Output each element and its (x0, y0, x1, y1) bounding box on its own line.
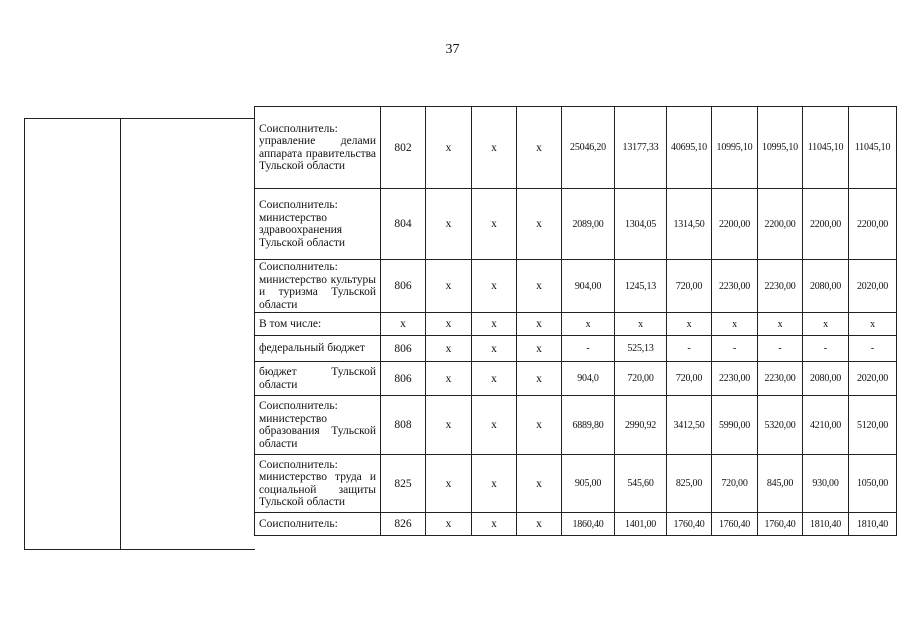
row-value-cell: 1304,05 (615, 189, 667, 260)
row-x-cell: x (472, 336, 517, 362)
row-value-cell: 2200,00 (849, 189, 897, 260)
row-value-cell: 2080,00 (803, 260, 849, 313)
row-value-cell: - (667, 336, 712, 362)
row-name-cell: федеральный бюджет (255, 336, 381, 362)
row-x-cell: x (472, 396, 517, 455)
table-row (255, 313, 897, 336)
row-value-cell: 1401,00 (615, 513, 667, 536)
row-value-cell: 3412,50 (667, 396, 712, 455)
row-value-cell: 1050,00 (849, 455, 897, 513)
row-value-cell: 1245,13 (615, 260, 667, 313)
row-value-cell: x (803, 313, 849, 336)
row-value-cell: 720,00 (667, 362, 712, 396)
row-value-cell: x (667, 313, 712, 336)
row-code-cell: 825 (381, 455, 426, 513)
row-x-cell: x (426, 107, 472, 189)
table-body (255, 107, 897, 536)
row-name-cell: Соисполнитель: управление делами аппарата правительства Тульской области (255, 107, 381, 189)
row-x-cell: x (472, 313, 517, 336)
row-value-cell: 1810,40 (849, 513, 897, 536)
row-x-cell: x (517, 260, 562, 313)
row-x-cell: x (517, 362, 562, 396)
row-value-cell: 2020,00 (849, 260, 897, 313)
table-row (255, 189, 897, 260)
row-x-cell: x (426, 336, 472, 362)
row-value-cell: x (712, 313, 758, 336)
row-value-cell: 2230,00 (758, 260, 803, 313)
row-name-cell: Соисполнитель: (255, 513, 381, 536)
row-x-cell: x (472, 189, 517, 260)
table-row (255, 396, 897, 455)
row-value-cell: 845,00 (758, 455, 803, 513)
row-value-cell: 2080,00 (803, 362, 849, 396)
row-value-cell: 905,00 (562, 455, 615, 513)
row-value-cell: 5320,00 (758, 396, 803, 455)
row-value-cell: - (758, 336, 803, 362)
row-code-cell: 804 (381, 189, 426, 260)
row-x-cell: x (517, 107, 562, 189)
row-value-cell: 545,60 (615, 455, 667, 513)
row-x-cell: x (517, 313, 562, 336)
row-value-cell: - (803, 336, 849, 362)
row-value-cell: 2990,92 (615, 396, 667, 455)
row-name-cell: Соисполнитель: министерство труда и социальной защиты Тульской области (255, 455, 381, 513)
row-x-cell: x (426, 189, 472, 260)
row-value-cell: 1810,40 (803, 513, 849, 536)
row-value-cell: 40695,10 (667, 107, 712, 189)
row-value-cell: 10995,10 (712, 107, 758, 189)
row-x-cell: x (517, 336, 562, 362)
row-code-cell: 806 (381, 260, 426, 313)
row-value-cell: x (758, 313, 803, 336)
row-value-cell: 1860,40 (562, 513, 615, 536)
row-x-cell: x (472, 362, 517, 396)
row-x-cell: x (426, 362, 472, 396)
left-column-divider (120, 119, 121, 549)
row-value-cell: 930,00 (803, 455, 849, 513)
row-name-cell: Соисполнитель: министерство здравоохранения Тульской области (255, 189, 381, 260)
row-value-cell: 10995,10 (758, 107, 803, 189)
table-row (255, 455, 897, 513)
row-value-cell: 1314,50 (667, 189, 712, 260)
row-name-cell: Соисполнитель: министерство культуры и туризма Тульской области (255, 260, 381, 313)
table-row (255, 513, 897, 536)
row-x-cell: x (517, 189, 562, 260)
row-x-cell: x (472, 455, 517, 513)
row-x-cell: x (426, 260, 472, 313)
row-value-cell: 2230,00 (712, 260, 758, 313)
table-row (255, 336, 897, 362)
row-name-cell: Соисполнитель: министерство образования Тульской области (255, 396, 381, 455)
row-value-cell: 2230,00 (712, 362, 758, 396)
row-value-cell: 5120,00 (849, 396, 897, 455)
row-value-cell: 4210,00 (803, 396, 849, 455)
row-x-cell: x (517, 455, 562, 513)
row-value-cell: 5990,00 (712, 396, 758, 455)
row-x-cell: x (426, 396, 472, 455)
row-x-cell: x (426, 455, 472, 513)
row-x-cell: x (517, 396, 562, 455)
row-code-cell: 802 (381, 107, 426, 189)
row-x-cell: x (472, 107, 517, 189)
row-value-cell: 6889,80 (562, 396, 615, 455)
row-value-cell: 525,13 (615, 336, 667, 362)
row-code-cell: x (381, 313, 426, 336)
row-value-cell: 2200,00 (803, 189, 849, 260)
row-value-cell: 1760,40 (667, 513, 712, 536)
row-value-cell: 11045,10 (803, 107, 849, 189)
table-row (255, 362, 897, 396)
row-value-cell: 720,00 (615, 362, 667, 396)
row-value-cell: x (615, 313, 667, 336)
row-value-cell: x (849, 313, 897, 336)
left-empty-columns (24, 118, 255, 550)
row-value-cell: 2200,00 (758, 189, 803, 260)
row-x-cell: x (426, 313, 472, 336)
row-x-cell: x (472, 260, 517, 313)
row-value-cell: 720,00 (667, 260, 712, 313)
row-value-cell: - (562, 336, 615, 362)
row-value-cell: 25046,20 (562, 107, 615, 189)
row-code-cell: 808 (381, 396, 426, 455)
row-value-cell: 904,00 (562, 260, 615, 313)
row-value-cell: 904,0 (562, 362, 615, 396)
row-value-cell: 825,00 (667, 455, 712, 513)
row-name-cell: В том числе: (255, 313, 381, 336)
row-value-cell: 11045,10 (849, 107, 897, 189)
row-value-cell: - (712, 336, 758, 362)
table-row (255, 107, 897, 189)
table-row (255, 260, 897, 313)
row-value-cell: 2089,00 (562, 189, 615, 260)
row-x-cell: x (517, 513, 562, 536)
row-name-cell: бюджет Тульской области (255, 362, 381, 396)
row-code-cell: 806 (381, 362, 426, 396)
page-number: 37 (445, 42, 460, 57)
row-x-cell: x (472, 513, 517, 536)
row-value-cell: 2020,00 (849, 362, 897, 396)
budget-table (254, 106, 897, 536)
row-value-cell: 2230,00 (758, 362, 803, 396)
row-value-cell: 1760,40 (758, 513, 803, 536)
row-code-cell: 806 (381, 336, 426, 362)
row-value-cell: 13177,33 (615, 107, 667, 189)
row-value-cell: 720,00 (712, 455, 758, 513)
row-x-cell: x (426, 513, 472, 536)
row-value-cell: 2200,00 (712, 189, 758, 260)
row-value-cell: 1760,40 (712, 513, 758, 536)
row-value-cell: x (562, 313, 615, 336)
row-value-cell: - (849, 336, 897, 362)
row-code-cell: 826 (381, 513, 426, 536)
